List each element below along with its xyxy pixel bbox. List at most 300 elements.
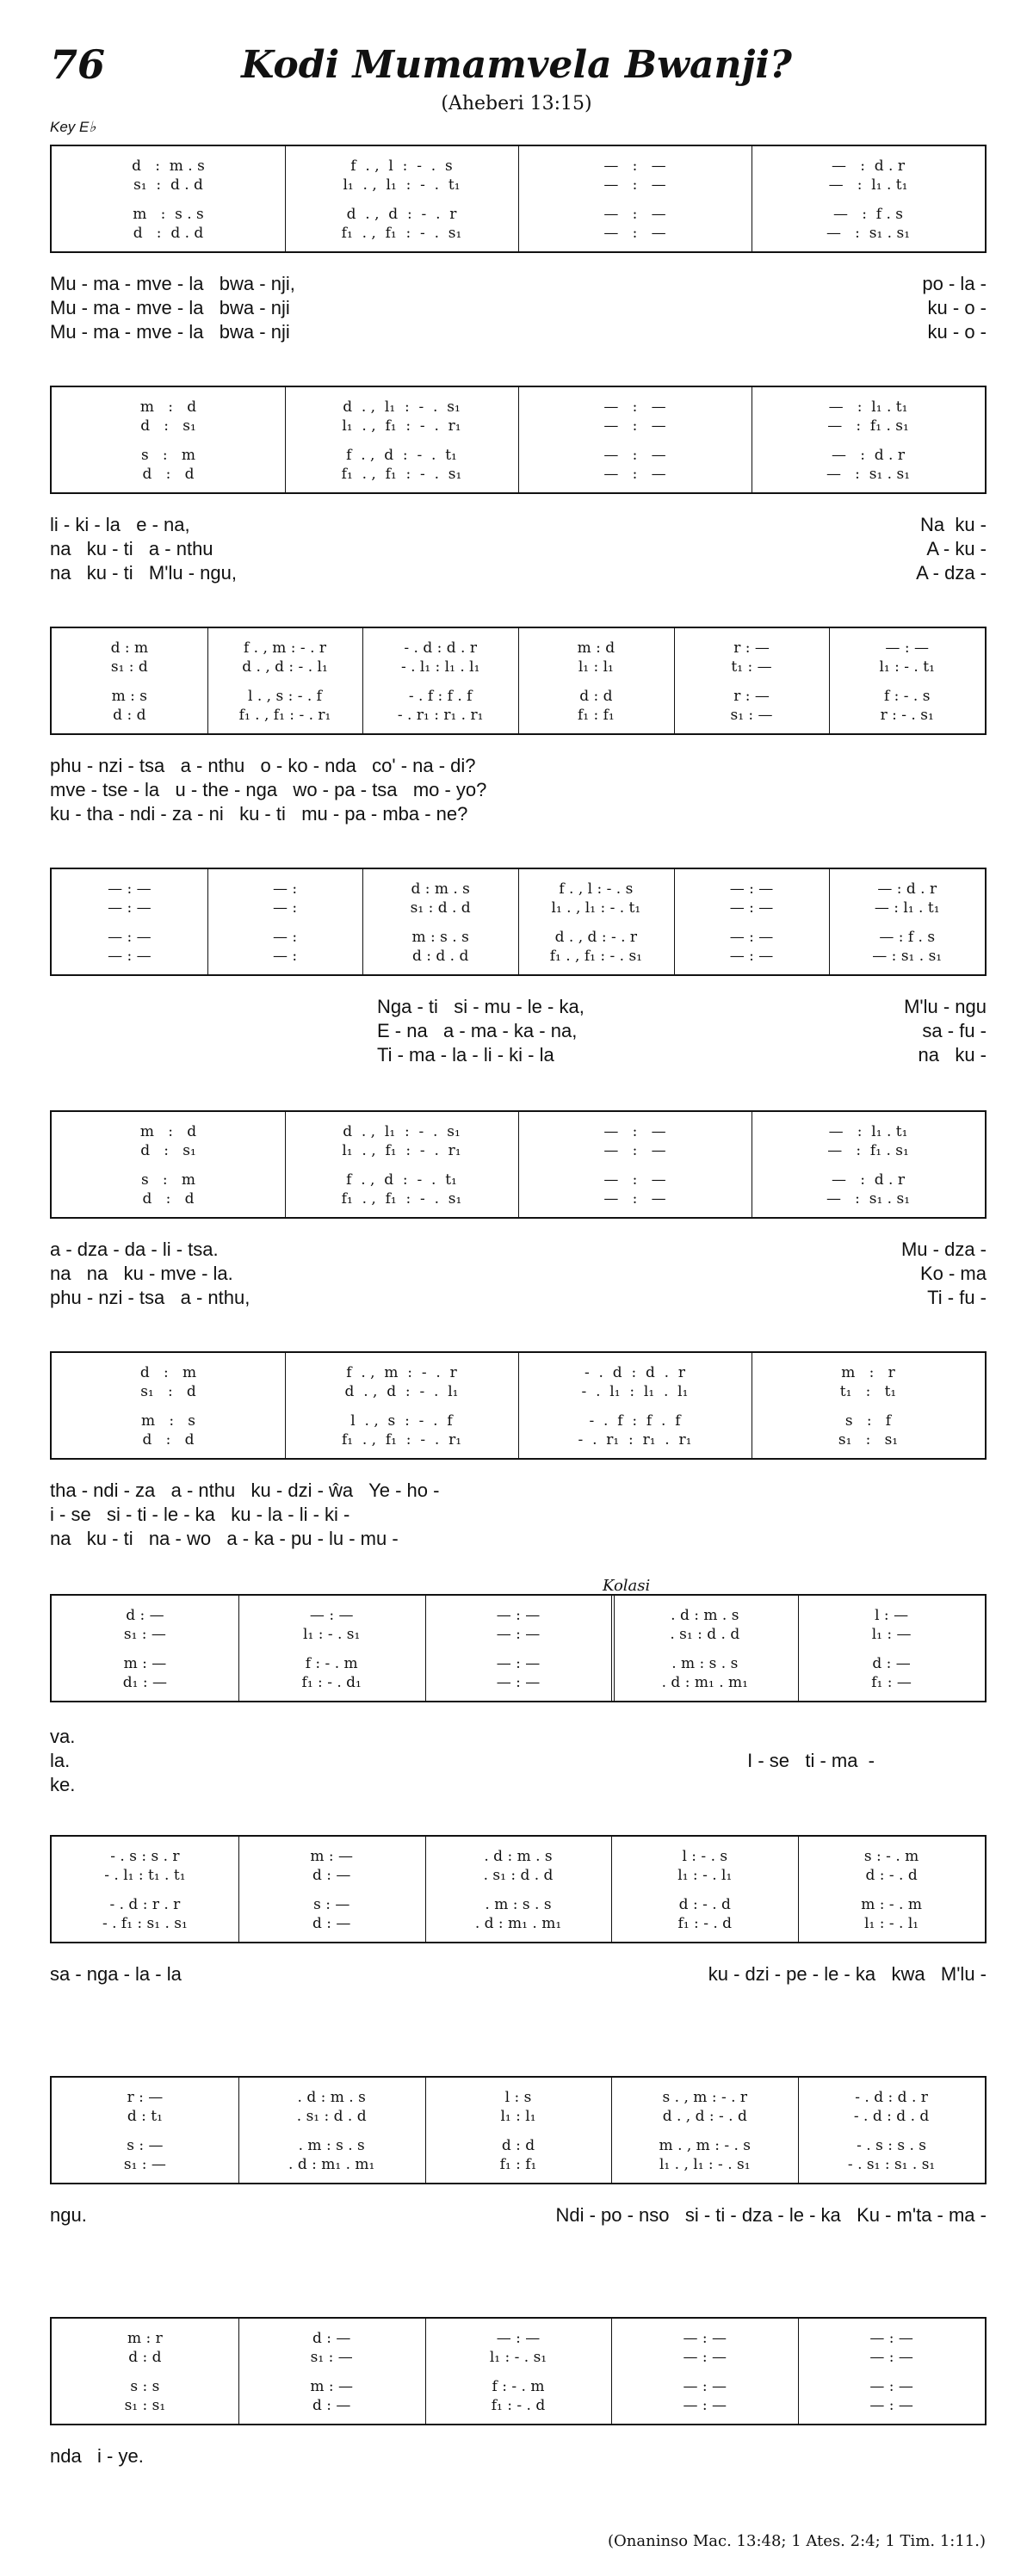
measure: d : d bbox=[113, 707, 146, 724]
music-system bbox=[50, 1835, 987, 1943]
measure: s : — bbox=[313, 1896, 350, 1913]
voice-part bbox=[52, 157, 985, 176]
measure: — : — bbox=[869, 2330, 913, 2347]
voice-part bbox=[52, 1171, 985, 1189]
voice-part bbox=[52, 687, 985, 706]
measure: s₁ : s₁ bbox=[838, 1431, 899, 1449]
measure: . m : s . s bbox=[671, 1655, 739, 1672]
lyric-text: Ndi - po - nso si - ti - dza - le - ka Ku - m'ta - ma - bbox=[555, 2204, 987, 2226]
measure: - . l₁ : t₁ . t₁ bbox=[104, 1867, 186, 1884]
lyric-text: I - se ti - ma - bbox=[747, 1750, 875, 1771]
measure: — : bbox=[272, 948, 298, 965]
lyric-line bbox=[50, 1773, 987, 1797]
measure: — : — bbox=[729, 948, 774, 965]
measure: f₁ . , f₁ : - . r₁ bbox=[238, 707, 331, 724]
voice-part bbox=[52, 205, 985, 224]
measure: l₁ : - . l₁ bbox=[677, 1867, 733, 1884]
voice-part bbox=[52, 928, 985, 947]
measure: d : s₁ bbox=[140, 1142, 196, 1159]
lyric-text: ku - o - bbox=[927, 321, 987, 343]
measure: d : m . s bbox=[132, 158, 205, 175]
lyric-text: A - dza - bbox=[916, 562, 987, 584]
lyric-line bbox=[50, 778, 987, 802]
measure: d : — bbox=[312, 2330, 351, 2347]
measure: — : — bbox=[869, 2349, 913, 2366]
lyric-line bbox=[50, 1725, 987, 1749]
measure: d . , l₁ : - . s₁ bbox=[343, 398, 461, 416]
measure: f . , l : - . s bbox=[350, 158, 453, 175]
lyrics-block bbox=[50, 1725, 987, 1797]
measure: f₁ : - . d bbox=[491, 2397, 546, 2414]
measure: m . , m : - . s bbox=[659, 2137, 752, 2154]
measure: - . d : d . r bbox=[404, 639, 477, 657]
measure: s₁ : s₁ bbox=[124, 2397, 166, 2414]
measure: d : — bbox=[312, 2397, 351, 2414]
lyric-line bbox=[50, 995, 987, 1019]
measure: — : d . r bbox=[832, 447, 905, 464]
measure: d . , d : - . r bbox=[346, 206, 457, 223]
measure: d : m bbox=[139, 1364, 197, 1381]
measure: — : — bbox=[603, 176, 666, 194]
measure: l₁ : l₁ bbox=[578, 658, 614, 676]
measure: — : f₁ . s₁ bbox=[827, 1142, 909, 1159]
measure: d . , d : - . l₁ bbox=[242, 658, 328, 676]
lyrics-block bbox=[50, 1962, 987, 1986]
measure: — : — bbox=[603, 1142, 666, 1159]
voice-part bbox=[52, 1895, 985, 1914]
lyrics-block bbox=[50, 995, 987, 1067]
measure: l₁ : - . s₁ bbox=[303, 1626, 361, 1643]
measure: d : d bbox=[501, 2137, 535, 2154]
music-system bbox=[50, 386, 987, 494]
measure: — : f . s bbox=[879, 929, 936, 946]
voice-part bbox=[52, 1382, 985, 1401]
measure: f . , l : - . s bbox=[559, 880, 634, 898]
voice-part bbox=[52, 1914, 985, 1933]
measure: — : — bbox=[683, 2397, 727, 2414]
measure: l : — bbox=[875, 1607, 909, 1624]
measure: l₁ : — bbox=[871, 1626, 912, 1643]
voice-part bbox=[52, 1625, 985, 1644]
measure: r : — bbox=[733, 688, 770, 705]
measure: f . , m : - . r bbox=[243, 639, 327, 657]
lyric-text: ke. bbox=[50, 1774, 76, 1795]
lyric-text: Na ku - bbox=[919, 514, 987, 535]
measure: d . , d : - . d bbox=[662, 2108, 747, 2125]
voice-part bbox=[52, 1430, 985, 1449]
lyric-line bbox=[50, 2444, 987, 2468]
measure: f₁ . , f₁ : - . s₁ bbox=[341, 466, 462, 483]
measure: f . , d : - . t₁ bbox=[346, 1171, 457, 1189]
voice-part bbox=[52, 947, 985, 966]
voice-part bbox=[52, 1654, 985, 1673]
measure: d : t₁ bbox=[127, 2108, 163, 2125]
measure: s₁ : — bbox=[123, 2156, 166, 2173]
measure: d : d . d bbox=[411, 948, 469, 965]
measure: r : — bbox=[733, 639, 770, 657]
measure: m : s . s bbox=[411, 929, 469, 946]
measure: — : — bbox=[869, 2378, 913, 2395]
measure: l₁ : - . t₁ bbox=[879, 658, 935, 676]
voice-part bbox=[52, 224, 985, 243]
measure: - . s : s . r bbox=[110, 1848, 180, 1865]
measure: . s₁ : d . d bbox=[670, 1626, 740, 1643]
measure: — : — bbox=[108, 899, 152, 917]
lyric-text: Mu - ma - mve - la bwa - nji, bbox=[50, 273, 295, 294]
measure: f . , m : - . r bbox=[346, 1364, 457, 1381]
lyric-text: Ko - ma bbox=[919, 1263, 987, 1284]
lyric-text: M'lu - ngu bbox=[904, 996, 987, 1017]
music-system bbox=[50, 145, 987, 253]
lyric-line bbox=[50, 320, 987, 344]
voice-part bbox=[52, 2377, 985, 2396]
measure: d : d bbox=[142, 466, 195, 483]
measure: t₁ : — bbox=[731, 658, 772, 676]
measure: — : — bbox=[496, 1655, 541, 1672]
lyric-text: sa - nga - la - la bbox=[50, 1963, 182, 1985]
voice-part bbox=[52, 465, 985, 484]
voice-part bbox=[52, 1363, 985, 1382]
measure: l₁ . , l₁ : - . t₁ bbox=[551, 899, 641, 917]
measure: . d : m₁ . m₁ bbox=[288, 2156, 375, 2173]
voice-part bbox=[52, 446, 985, 465]
voice-part bbox=[52, 639, 985, 658]
lyric-text: tha - ndi - za a - nthu ku - dzi - ŵa Ye - ho - bbox=[50, 1480, 440, 1501]
measure: — : s₁ . s₁ bbox=[872, 948, 943, 965]
lyric-line bbox=[50, 754, 987, 778]
measure: m : r bbox=[127, 2330, 163, 2347]
voice-part bbox=[52, 1141, 985, 1160]
measure: d : - . d bbox=[865, 1867, 918, 1884]
measure: f₁ : - . d bbox=[677, 1915, 733, 1932]
measure: f₁ : f₁ bbox=[499, 2156, 537, 2173]
lyric-line bbox=[50, 296, 987, 320]
measure: l₁ : - . l₁ bbox=[864, 1915, 919, 1932]
hymn-title: Kodi Mumamvela Bwanji? bbox=[241, 43, 792, 87]
measure: — : d . r bbox=[877, 880, 937, 898]
measure: s₁ : d . d bbox=[133, 176, 203, 194]
measure: l₁ . , f₁ : - . r₁ bbox=[342, 417, 461, 435]
measure: r : - . s₁ bbox=[880, 707, 934, 724]
lyric-text: a - dza - da - li - tsa. bbox=[50, 1239, 219, 1260]
measure: — : — bbox=[108, 929, 152, 946]
footer-references: (Onaninso Mac. 13:48; 1 Ates. 2:4; 1 Tim. 1:11.) bbox=[608, 2532, 986, 2550]
measure: d : m bbox=[110, 639, 149, 657]
voice-part bbox=[52, 1412, 985, 1430]
lyric-line bbox=[50, 513, 987, 537]
measure: - . f₁ : s₁ . s₁ bbox=[102, 1915, 188, 1932]
chorus-label: Kolasi bbox=[603, 1577, 651, 1595]
lyric-text: Ti - fu - bbox=[927, 1287, 987, 1308]
measure: f₁ . , f₁ : - . s₁ bbox=[341, 1190, 462, 1208]
music-system bbox=[50, 2076, 987, 2184]
lyric-line bbox=[50, 2203, 987, 2227]
lyric-line bbox=[50, 1238, 987, 1262]
lyric-line bbox=[50, 1019, 987, 1043]
measure: l . , s : - . f bbox=[248, 688, 322, 705]
lyric-line bbox=[50, 1286, 987, 1310]
measure: — : — bbox=[683, 2378, 727, 2395]
lyric-text: ku - o - bbox=[927, 297, 987, 318]
measure: d : — bbox=[126, 1607, 164, 1624]
lyric-text: Mu - ma - mve - la bwa - nji bbox=[50, 297, 290, 318]
measure: f : - . m bbox=[305, 1655, 358, 1672]
voice-part bbox=[52, 176, 985, 195]
measure: m : s bbox=[141, 1412, 195, 1430]
measure: l : s bbox=[504, 2089, 532, 2106]
lyric-text: E - na a - ma - ka - na, bbox=[377, 1020, 578, 1041]
measure: f . , d : - . t₁ bbox=[346, 447, 457, 464]
lyric-line bbox=[50, 802, 987, 826]
measure: t₁ : t₁ bbox=[839, 1383, 897, 1400]
measure: l₁ : l₁ bbox=[500, 2108, 536, 2125]
voice-part bbox=[52, 1866, 985, 1885]
lyric-text: Ti - ma - la - li - ki - la bbox=[377, 1044, 554, 1066]
measure: - . d : d . r bbox=[584, 1364, 686, 1381]
voice-part bbox=[52, 899, 985, 917]
measure: — : — bbox=[729, 880, 774, 898]
measure: — : — bbox=[496, 1674, 541, 1691]
voice-part bbox=[52, 1122, 985, 1141]
measure: - . r₁ : r₁ . r₁ bbox=[578, 1431, 692, 1449]
lyrics-block bbox=[50, 1479, 987, 1551]
measure: — : l₁ . t₁ bbox=[828, 398, 908, 416]
lyric-line bbox=[50, 561, 987, 585]
measure: s₁ : d bbox=[110, 658, 148, 676]
measure: — : — bbox=[869, 2397, 913, 2414]
music-system bbox=[50, 1351, 987, 1460]
measure: - . d : r . r bbox=[109, 1896, 181, 1913]
measure: — : — bbox=[603, 398, 666, 416]
measure: - . l₁ : l₁ . l₁ bbox=[400, 658, 480, 676]
hymn-number: 76 bbox=[50, 41, 106, 88]
measure: - . f : f . f bbox=[589, 1412, 681, 1430]
voice-part bbox=[52, 1673, 985, 1692]
lyrics-block bbox=[50, 754, 987, 826]
measure: — : — bbox=[603, 447, 666, 464]
measure: . m : s . s bbox=[485, 1896, 552, 1913]
measure: - . f : f . f bbox=[408, 688, 473, 705]
voice-part bbox=[52, 2329, 985, 2348]
measure: — : — bbox=[603, 1190, 666, 1208]
lyric-text: la. bbox=[50, 1750, 71, 1771]
measure: m : — bbox=[123, 1655, 167, 1672]
measure: s : f bbox=[844, 1412, 892, 1430]
measure: — : — bbox=[108, 948, 152, 965]
measure: - . l₁ : l₁ . l₁ bbox=[581, 1383, 689, 1400]
measure: . s₁ : d . d bbox=[296, 2108, 367, 2125]
measure: — : bbox=[272, 899, 298, 917]
measure: r : — bbox=[127, 2089, 164, 2106]
measure: f₁ . , f₁ : - . s₁ bbox=[549, 948, 642, 965]
measure: — : — bbox=[885, 639, 929, 657]
lyric-text: po - la - bbox=[922, 273, 987, 294]
measure: m : s bbox=[111, 688, 148, 705]
measure: l : - . s bbox=[682, 1848, 728, 1865]
voice-part bbox=[52, 880, 985, 899]
measure: - . s₁ : s₁ . s₁ bbox=[847, 2156, 936, 2173]
lyric-line bbox=[50, 1503, 987, 1527]
lyric-text: nda i - ye. bbox=[50, 2445, 144, 2467]
measure: — : l₁ . t₁ bbox=[874, 899, 940, 917]
lyric-text: va. bbox=[50, 1726, 76, 1747]
music-system bbox=[50, 1110, 987, 1219]
lyric-text: phu - nzi - tsa a - nthu o - ko - nda co' - na - di? bbox=[50, 755, 476, 776]
lyric-text: ngu. bbox=[50, 2204, 87, 2226]
voice-part bbox=[52, 398, 985, 417]
measure: - . d : d . r bbox=[855, 2089, 928, 2106]
measure: — : — bbox=[729, 899, 774, 917]
measure: d : — bbox=[312, 1915, 351, 1932]
measure: s : s bbox=[130, 2378, 160, 2395]
measure: d : d bbox=[142, 1190, 195, 1208]
measure: — : l₁ . t₁ bbox=[828, 176, 908, 194]
lyric-text: na ku - ti na - wo a - ka - pu - lu - mu - bbox=[50, 1528, 399, 1549]
lyric-text: mve - tse - la u - the - nga wo - pa - tsa mo - yo? bbox=[50, 779, 487, 800]
measure: s₁ : d . d bbox=[410, 899, 471, 917]
measure: — : — bbox=[309, 1607, 354, 1624]
voice-part bbox=[52, 658, 985, 676]
lyric-text: A - ku - bbox=[926, 538, 987, 559]
measure: d : d bbox=[128, 2349, 162, 2366]
measure: — : — bbox=[683, 2330, 727, 2347]
measure: f₁ : f₁ bbox=[577, 707, 615, 724]
measure: — : d . r bbox=[832, 158, 905, 175]
measure: m : s . s bbox=[133, 206, 204, 223]
measure: m : — bbox=[310, 1848, 354, 1865]
measure: — : — bbox=[603, 225, 666, 242]
measure: d : m . s bbox=[411, 880, 470, 898]
lyric-line bbox=[50, 537, 987, 561]
measure: — : — bbox=[683, 2349, 727, 2366]
measure: — : s₁ . s₁ bbox=[826, 225, 911, 242]
measure: l₁ : - . s₁ bbox=[489, 2349, 547, 2366]
music-system bbox=[50, 2317, 987, 2425]
measure: d . , d : - . r bbox=[554, 929, 638, 946]
lyric-text: na ku - ti a - nthu bbox=[50, 538, 213, 559]
measure: f : - . m bbox=[492, 2378, 545, 2395]
voice-part bbox=[52, 2136, 985, 2155]
lyric-text: Nga - ti si - mu - le - ka, bbox=[377, 996, 585, 1017]
measure: f₁ : — bbox=[871, 1674, 912, 1691]
measure: . s₁ : d . d bbox=[483, 1867, 554, 1884]
measure: s₁ : — bbox=[310, 2349, 353, 2366]
measure: - . r₁ : r₁ . r₁ bbox=[397, 707, 484, 724]
measure: m : r bbox=[841, 1364, 895, 1381]
voice-part bbox=[52, 1847, 985, 1866]
lyric-line bbox=[50, 272, 987, 296]
measure: — : f₁ . s₁ bbox=[827, 417, 909, 435]
measure: f : - . s bbox=[883, 688, 931, 705]
music-system bbox=[50, 1594, 987, 1702]
measure: f₁ : - . d₁ bbox=[301, 1674, 362, 1691]
measure: m : d bbox=[139, 398, 197, 416]
measure: — : bbox=[272, 880, 298, 898]
measure: . d : m . s bbox=[671, 1607, 739, 1624]
measure: l₁ . , l₁ : - . s₁ bbox=[659, 2156, 751, 2173]
measure: s . , m : - . r bbox=[662, 2089, 748, 2106]
measure: — : s₁ . s₁ bbox=[826, 466, 911, 483]
measure: . d : m₁ . m₁ bbox=[661, 1674, 748, 1691]
measure: l₁ . , l₁ : - . t₁ bbox=[343, 176, 461, 194]
measure: d . , l₁ : - . s₁ bbox=[343, 1123, 461, 1140]
lyric-line bbox=[50, 1749, 987, 1773]
measure: — : bbox=[272, 929, 298, 946]
music-system bbox=[50, 868, 987, 976]
measure: m : d bbox=[139, 1123, 197, 1140]
measure: s : m bbox=[141, 447, 195, 464]
lyric-line bbox=[50, 1262, 987, 1286]
measure: . m : s . s bbox=[298, 2137, 365, 2154]
measure: — : — bbox=[108, 880, 152, 898]
measure: — : — bbox=[603, 417, 666, 435]
measure: d : — bbox=[872, 1655, 911, 1672]
voice-part bbox=[52, 2348, 985, 2367]
measure: — : — bbox=[729, 929, 774, 946]
measure: — : — bbox=[603, 206, 666, 223]
lyric-line bbox=[50, 1043, 987, 1067]
measure: s : - . m bbox=[863, 1848, 919, 1865]
measure: - . d : d . d bbox=[853, 2108, 930, 2125]
lyric-line bbox=[50, 1962, 987, 1986]
lyric-text: sa - fu - bbox=[922, 1020, 987, 1041]
lyrics-block bbox=[50, 2203, 987, 2227]
measure: — : — bbox=[496, 2330, 541, 2347]
key-signature: Key E♭ bbox=[50, 119, 96, 135]
measure: l . , s : - . f bbox=[350, 1412, 453, 1430]
lyric-text: Mu - ma - mve - la bwa - nji bbox=[50, 321, 290, 343]
voice-part bbox=[52, 2155, 985, 2174]
music-system bbox=[50, 627, 987, 735]
voice-part bbox=[52, 2088, 985, 2107]
measure: l₁ . , f₁ : - . r₁ bbox=[342, 1142, 461, 1159]
voice-part bbox=[52, 417, 985, 436]
measure: f₁ . , f₁ : - . s₁ bbox=[341, 225, 462, 242]
lyric-text: na na ku - mve - la. bbox=[50, 1263, 233, 1284]
lyrics-block bbox=[50, 2444, 987, 2468]
measure: s₁ : d bbox=[140, 1383, 196, 1400]
measure: . d : m . s bbox=[484, 1848, 553, 1865]
measure: d : d . d bbox=[133, 225, 204, 242]
lyrics-block bbox=[50, 272, 987, 344]
voice-part bbox=[52, 1606, 985, 1625]
lyric-text: li - ki - la e - na, bbox=[50, 514, 190, 535]
voice-part bbox=[52, 2396, 985, 2415]
measure: m : — bbox=[310, 2378, 354, 2395]
voice-part bbox=[52, 2107, 985, 2126]
lyric-line bbox=[50, 1527, 987, 1551]
measure: d : s₁ bbox=[140, 417, 196, 435]
measure: — : f . s bbox=[833, 206, 903, 223]
measure: . d : m₁ . m₁ bbox=[474, 1915, 562, 1932]
measure: — : — bbox=[603, 466, 666, 483]
measure: d : d bbox=[579, 688, 613, 705]
measure: m : d bbox=[577, 639, 615, 657]
lyrics-block bbox=[50, 1238, 987, 1310]
lyric-text: Mu - dza - bbox=[900, 1239, 987, 1260]
measure: — : — bbox=[496, 1607, 541, 1624]
measure: — : l₁ . t₁ bbox=[828, 1123, 908, 1140]
measure: d : - . d bbox=[678, 1896, 731, 1913]
measure: s : — bbox=[127, 2137, 164, 2154]
measure: d . , d : - . l₁ bbox=[344, 1383, 459, 1400]
measure: s₁ : — bbox=[123, 1626, 166, 1643]
measure: — : — bbox=[603, 1171, 666, 1189]
measure: — : — bbox=[603, 1123, 666, 1140]
measure: — : s₁ . s₁ bbox=[826, 1190, 911, 1208]
measure: d₁ : — bbox=[122, 1674, 168, 1691]
measure: d : — bbox=[312, 1867, 351, 1884]
